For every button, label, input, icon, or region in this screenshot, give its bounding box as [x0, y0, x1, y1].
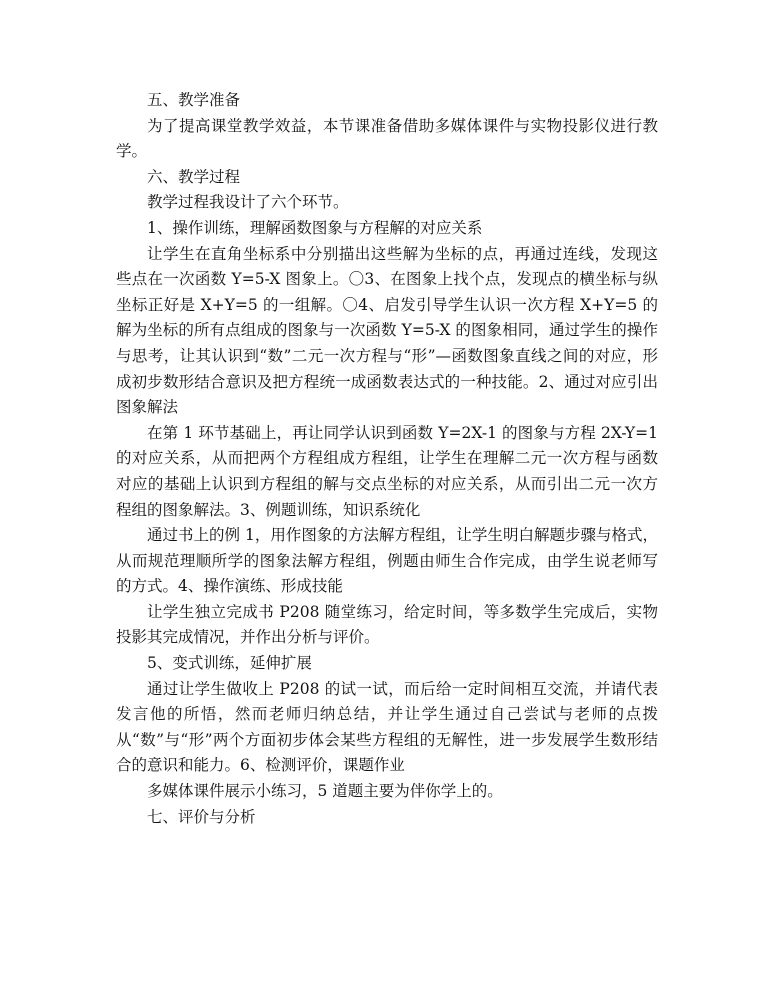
step-1-text: 让学生在直角坐标系中分别描出这些解为坐标的点，再通过连线，发现这些点在一次函数 Y=5-X 图象上。〇3、在图象上找个点，发现点的横坐标与纵坐标正好是 X+Y=5 的一组解。〇4、启发引导学生认识一次方程 X+Y=5 的解为坐标的所有点组成的图象与一次函数 Y=5-X 的图象相同，通过学生的操作与思考，让其认识到“数”二元一次方程与“形”—函数图象直线之间的对应，形成初步数形结合意识及把方程统一成函数表达式的一种技能。2、通过对应引出图象解法: [116, 244, 658, 417]
step-3-text: 通过书上的例 1，用作图象的方法解方程组，让学生明白解题步骤与格式，从而规范理顺所学的图象法解方程组，例题由师生合作完成，由学生说老师写的方式。4、操作演练、形成技能: [116, 526, 658, 596]
step-1-heading: 1、操作训练，理解函数图象与方程解的对应关系: [147, 218, 483, 237]
step-5-text: 通过让学生做收上 P208 的试一试，而后给一定时间相互交流，并请代表发言他的所悟，然而老师归纳总结，并让学生通过自己尝试与老师的点拨从“数”与“形”两个方面初步体会某些方程组的无解性，进一步发展学生数形结合的意识和能力。6、检测评价，课题作业: [116, 679, 658, 775]
section-5-text: 为了提高课堂教学效益，本节课准备借助多媒体课件与实物投影仪进行教学。: [116, 116, 658, 161]
step-2-text: 在第 1 环节基础上，再让同学认识到函数 Y=2X-1 的图象与方程 2X-Y=1 的对应关系，从而把两个方程组成方程组，让学生在理解二元一次方程与函数对应的基础上认识到方程组的解与交点坐标的对应关系，从而引出二元一次方程组的图象解法。3、例题训练，知识系统化: [116, 423, 658, 519]
section-7-heading: 七、评价与分析: [147, 807, 256, 826]
step-6-text: 多媒体课件展示小练习，5 道题主要为伴你学上的。: [147, 782, 503, 801]
step-4-text: 让学生独立完成书 P208 随堂练习，给定时间，等多数学生完成后，实物投影其完成情况，并作出分析与评价。: [116, 602, 658, 647]
section-5-heading: 五、教学准备: [147, 91, 241, 109]
document-page: [116, 88, 658, 830]
section-6-intro: 教学过程我设计了六个环节。: [147, 193, 349, 212]
step-5-heading: 5、变式训练，延伸扩展: [147, 654, 312, 673]
section-6-heading: 六、教学过程: [147, 167, 241, 186]
